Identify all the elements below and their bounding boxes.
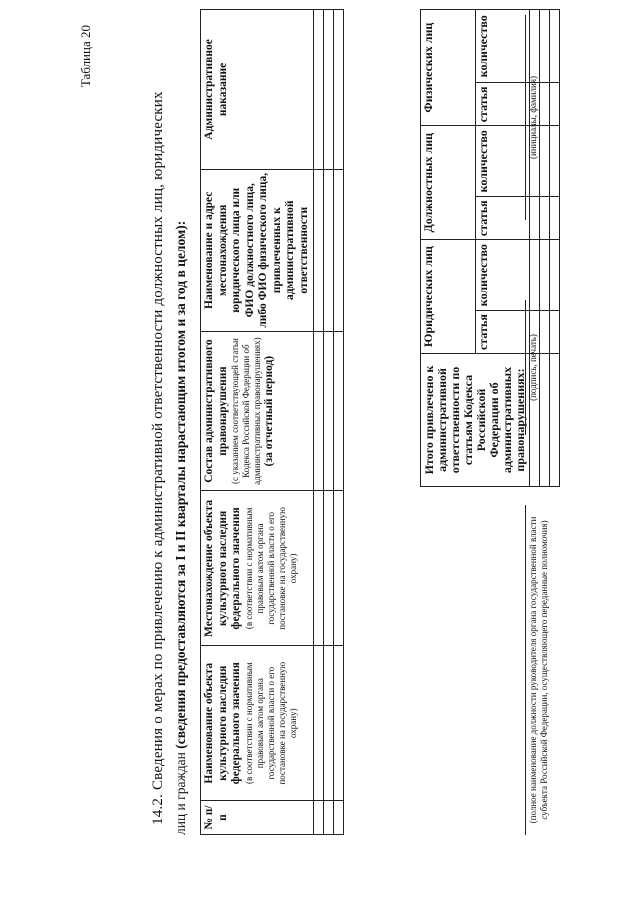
- caption-sign-stamp: (подпись, печать): [528, 334, 538, 401]
- table-row: [540, 10, 550, 487]
- sub-article: статья: [475, 311, 530, 354]
- section-subtitle: [173, 35, 189, 835]
- group-individuals: Физических лиц: [421, 10, 476, 126]
- table-row: [334, 10, 344, 835]
- administrative-measures-table: [200, 9, 344, 835]
- header-penalty: Административное наказание: [201, 10, 314, 170]
- table-number: Таблица 20: [78, 25, 93, 88]
- totals-label: Итого привлечено к административной ответственности по статьям Кодекса Российской Федерации об административных правонарушениях:: [421, 353, 530, 486]
- header-number: № п/п: [201, 801, 314, 835]
- table-row: [314, 10, 324, 835]
- section-title: 14.2. Сведения о мерах по привлечению к административной ответственности должностных лиц, юридических: [150, 91, 166, 825]
- signature-line-position: [525, 505, 526, 835]
- signature-line-sign: [525, 300, 526, 435]
- sub-article: статья: [475, 83, 530, 126]
- group-legal-entities: Юридических лиц: [421, 240, 476, 354]
- header-object-name: Наименование объекта культурного наследия федерального значения (в соответствии с нормативным правовым актом органа государственной власти о его постановке на государственную охрану): [201, 646, 314, 801]
- totals-table: [420, 9, 560, 487]
- table-header-row: [201, 10, 314, 835]
- totals-group-row: [421, 10, 476, 487]
- header-liable-person: Наименование и адрес местонахождения юридического лица или ФИО должностного лица, либо ФИО физического лица, привлеченных к административной ответственности: [201, 169, 314, 331]
- subtitle-normal: лиц и граждан: [173, 748, 188, 835]
- table-row: [324, 10, 334, 835]
- caption-initials: (инициалы, фамилия): [528, 76, 538, 159]
- sub-count: количество: [475, 10, 530, 83]
- subtitle-bold: (сведения предоставляются за I и II кварталы нарастающим итогом и за год в целом):: [173, 220, 188, 749]
- sub-count: количество: [475, 240, 530, 311]
- sub-count: количество: [475, 126, 530, 197]
- header-offense-composition: Состав административного правонарушения (с указанием соответствующей статьи Кодекса Российской Федерации об административных правонарушениях) (за отчетный период): [201, 331, 314, 491]
- signature-line-name: [525, 15, 526, 220]
- caption-position: (полное наименование должности руководителя органа государственной власти субъекта Российской Федерации, осуществляющего переданные полномочия): [528, 516, 549, 824]
- table-row: [550, 10, 560, 487]
- group-officials: Должностных лиц: [421, 126, 476, 240]
- header-object-location: Местонахождение объекта культурного наследия федерального значения (в соответствии с нормативным правовым актом органа государственной власти о его постановке на государственную охрану): [201, 491, 314, 646]
- sub-article: статья: [475, 197, 530, 240]
